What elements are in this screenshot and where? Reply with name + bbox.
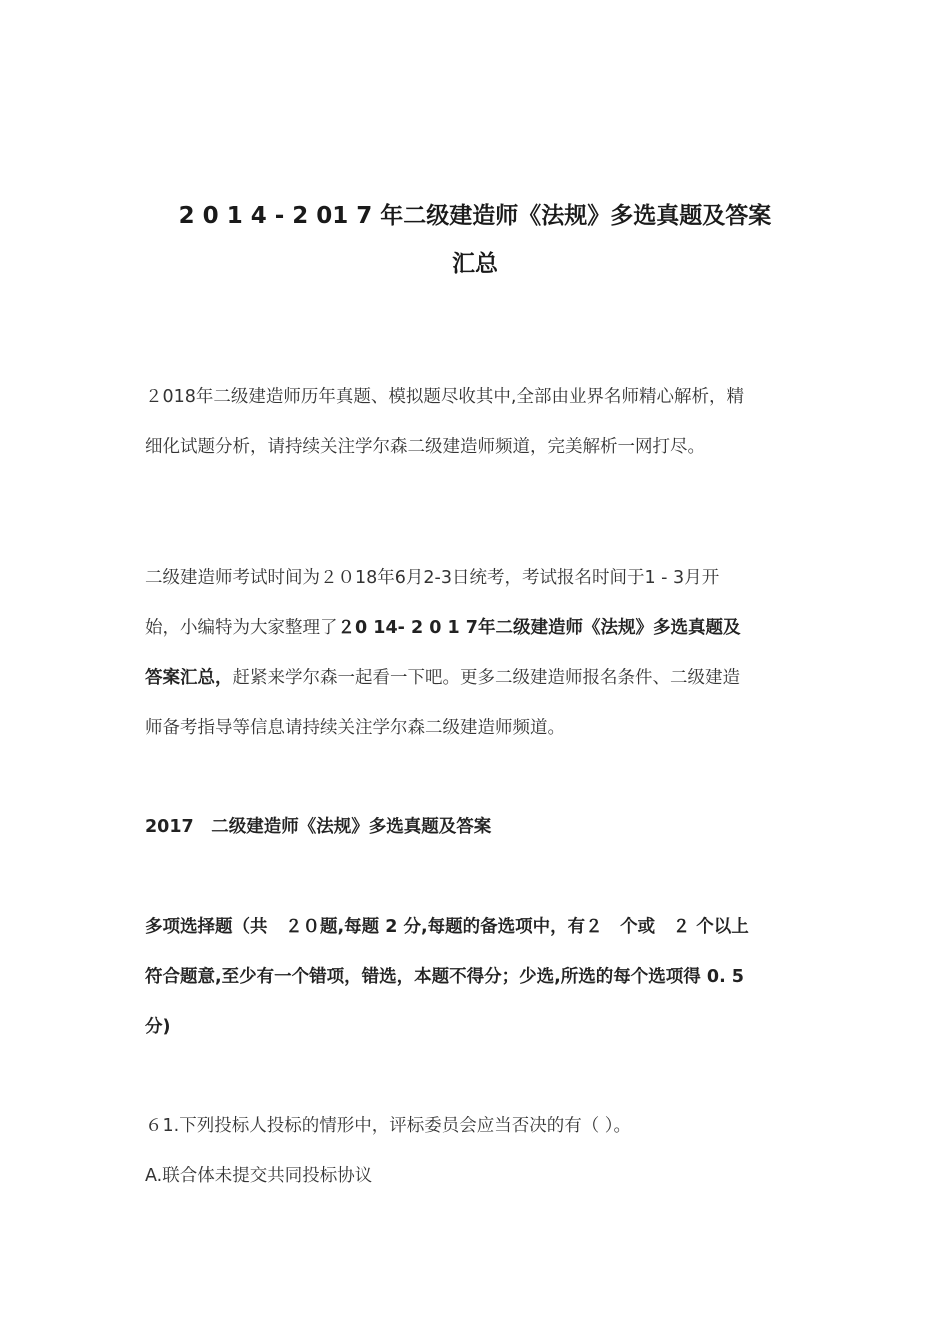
question-stem: ６1.下列投标人投标的情形中，评标委员会应当否决的有（ ）。 (145, 1116, 632, 1136)
exam-info-highlight: ２0 14- 2 0 1 7年二级建造师《法规》多选真题及 (337, 618, 741, 638)
exam-info-line-3 (145, 653, 807, 703)
question-option-a: A.联合体未提交共同投标协议 (145, 1166, 373, 1186)
exam-info-line-2-text: 始，小编特为大家整理了 (145, 618, 338, 638)
title-line-1: 2 0 1 4 - 2 01 7 年二级建造师《法规》多选真题及答案 (178, 203, 772, 229)
exam-info-highlight-end: 答案汇总， (145, 668, 233, 688)
instructions-line-2: 符合题意,至少有一个错项，错选，本题不得分；少选,所选的每个选项得 0. 5 (145, 967, 744, 987)
intro-paragraph (145, 372, 807, 472)
exam-info-paragraph (145, 553, 807, 753)
instructions-line-3: 分) (145, 1017, 171, 1037)
instructions-paragraph (145, 902, 807, 1052)
exam-info-line-1: 二级建造师考试时间为２０18年6月2-3日统考，考试报名时间于1 - 3月开 (145, 568, 720, 588)
title-line-2: 汇总 (452, 251, 498, 277)
section-heading: 2017 二级建造师《法规》多选真题及答案 (145, 817, 492, 837)
intro-line-2: 细化试题分析，请持续关注学尔森二级建造师频道，完美解析一网打尽。 (145, 437, 705, 457)
exam-info-line-4: 师备考指导等信息请持续关注学尔森二级建造师频道。 (145, 718, 565, 738)
instructions-line-1: 多项选择题（共 ２０题,每题 2 分,每题的备选项中，有２ 个或 ２ 个以上 (145, 917, 749, 937)
exam-info-line-2 (145, 603, 807, 653)
exam-info-line-3-text: 赶紧来学尔森一起看一下吧。更多二级建造师报名条件、二级建造 (232, 668, 740, 688)
intro-line-1: ２018年二级建造师历年真题、模拟题尽收其中,全部由业界名师精心解析，精 (145, 387, 744, 407)
question-61 (145, 1101, 807, 1201)
document-title (140, 192, 810, 288)
